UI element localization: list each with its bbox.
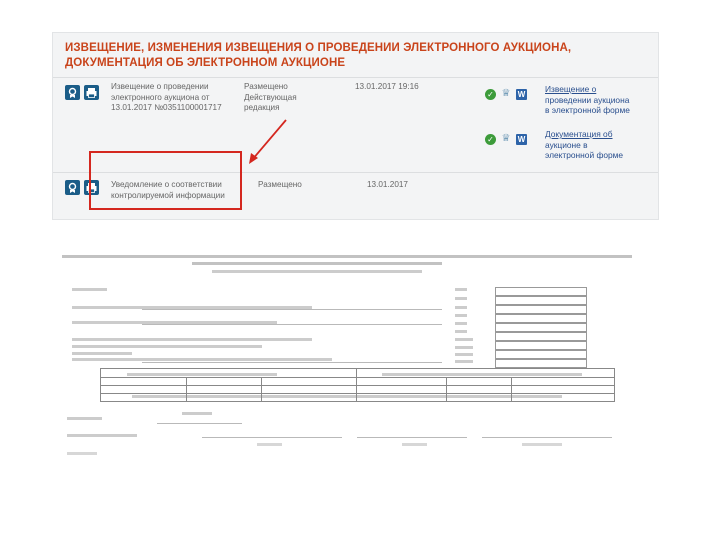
- table-rule: [101, 377, 614, 378]
- doc-table-cell: [495, 305, 587, 314]
- doc-table-cell: [495, 323, 587, 332]
- doc-text-line: [72, 358, 332, 361]
- doc-link-line[interactable]: Извещение о: [545, 84, 597, 94]
- doc-text-line: [455, 330, 467, 333]
- table-rule: [261, 377, 262, 402]
- doc-text-line: [67, 452, 97, 455]
- status-line: Размещено: [258, 180, 302, 189]
- check-circle-icon: ✓: [485, 134, 496, 145]
- doc-text-line: [455, 288, 467, 291]
- doc-table-cell: [495, 350, 587, 359]
- notice-date: 13.01.2017 19:16: [355, 82, 419, 91]
- notice-name-line: электронного аукциона от: [111, 92, 210, 102]
- notice-name-line: Уведомление о соответствии: [111, 180, 222, 189]
- doc-text-line: [72, 352, 132, 355]
- table-rule: [186, 377, 187, 402]
- word-doc-icon[interactable]: W: [517, 90, 526, 99]
- notice-name-line: контролируемой информации: [111, 190, 225, 200]
- panel-title: ИЗВЕЩЕНИЕ, ИЗМЕНЕНИЯ ИЗВЕЩЕНИЯ О ПРОВЕДЕНИИ ЭЛЕКТРОННОГО АУКЦИОНА, ДОКУМЕНТАЦИЯ ОБ ЭЛЕКТРОННОМ АУКЦИОНЕ: [65, 42, 572, 69]
- doc-text-line: [62, 255, 632, 258]
- doc-link-line[interactable]: Документация об: [545, 129, 613, 139]
- doc-link-line[interactable]: электронной форме: [545, 150, 624, 160]
- notice-date: 13.01.2017: [367, 180, 408, 189]
- doc-link-line[interactable]: проведении аукциона: [545, 94, 630, 105]
- doc-underline: [142, 309, 442, 310]
- doc-table-cell: [495, 296, 587, 305]
- doc-text-line: [455, 297, 467, 300]
- doc-table-cell: [495, 341, 587, 350]
- doc-text-line: [192, 262, 442, 265]
- doc-table-cell: [495, 359, 587, 368]
- medal-icon: ♕: [501, 133, 511, 144]
- document-bottom-table: [100, 368, 615, 402]
- word-doc-icon[interactable]: W: [517, 135, 526, 144]
- notice-name-line: Извещение о проведении: [111, 82, 209, 91]
- doc-text-line: [402, 443, 427, 446]
- table-rule: [446, 377, 447, 402]
- doc-underline: [202, 437, 342, 438]
- table-rule: [356, 369, 357, 402]
- doc-underline: [482, 437, 612, 438]
- doc-underline: [157, 423, 242, 424]
- doc-table-cell: [495, 287, 587, 296]
- table-rule: [511, 377, 512, 402]
- status-line: Действующая редакция: [244, 92, 297, 112]
- check-circle-icon: ✓: [485, 89, 496, 100]
- status-line: Размещено: [244, 82, 288, 91]
- doc-underline: [142, 362, 442, 363]
- doc-text-line: [72, 338, 312, 341]
- doc-text-line: [455, 346, 473, 349]
- doc-underline: [142, 324, 442, 325]
- doc-text-line: [67, 417, 102, 420]
- doc-text-line: [455, 314, 467, 317]
- medal-icon: ♕: [501, 88, 511, 99]
- notice-name-line: 13.01.2017 №0351100001717: [111, 103, 222, 112]
- doc-text-line: [522, 443, 562, 446]
- doc-text-line: [182, 412, 212, 415]
- doc-text-line: [455, 353, 473, 356]
- doc-underline: [357, 437, 467, 438]
- doc-text-line: [72, 288, 107, 291]
- doc-table-cell: [495, 314, 587, 323]
- doc-text-line: [455, 306, 467, 309]
- doc-text-line: [67, 434, 137, 437]
- doc-text-line: [72, 345, 262, 348]
- doc-text-line: [455, 360, 473, 363]
- doc-text-line: [212, 270, 422, 273]
- doc-text-line: [257, 443, 282, 446]
- doc-text-line: [455, 322, 467, 325]
- doc-link-line[interactable]: аукционе в: [545, 139, 588, 150]
- doc-table-cell: [495, 332, 587, 341]
- table-rule: [101, 393, 614, 394]
- doc-text-line: [455, 338, 473, 341]
- doc-link-line[interactable]: в электронной форме: [545, 105, 630, 115]
- table-rule: [101, 385, 614, 386]
